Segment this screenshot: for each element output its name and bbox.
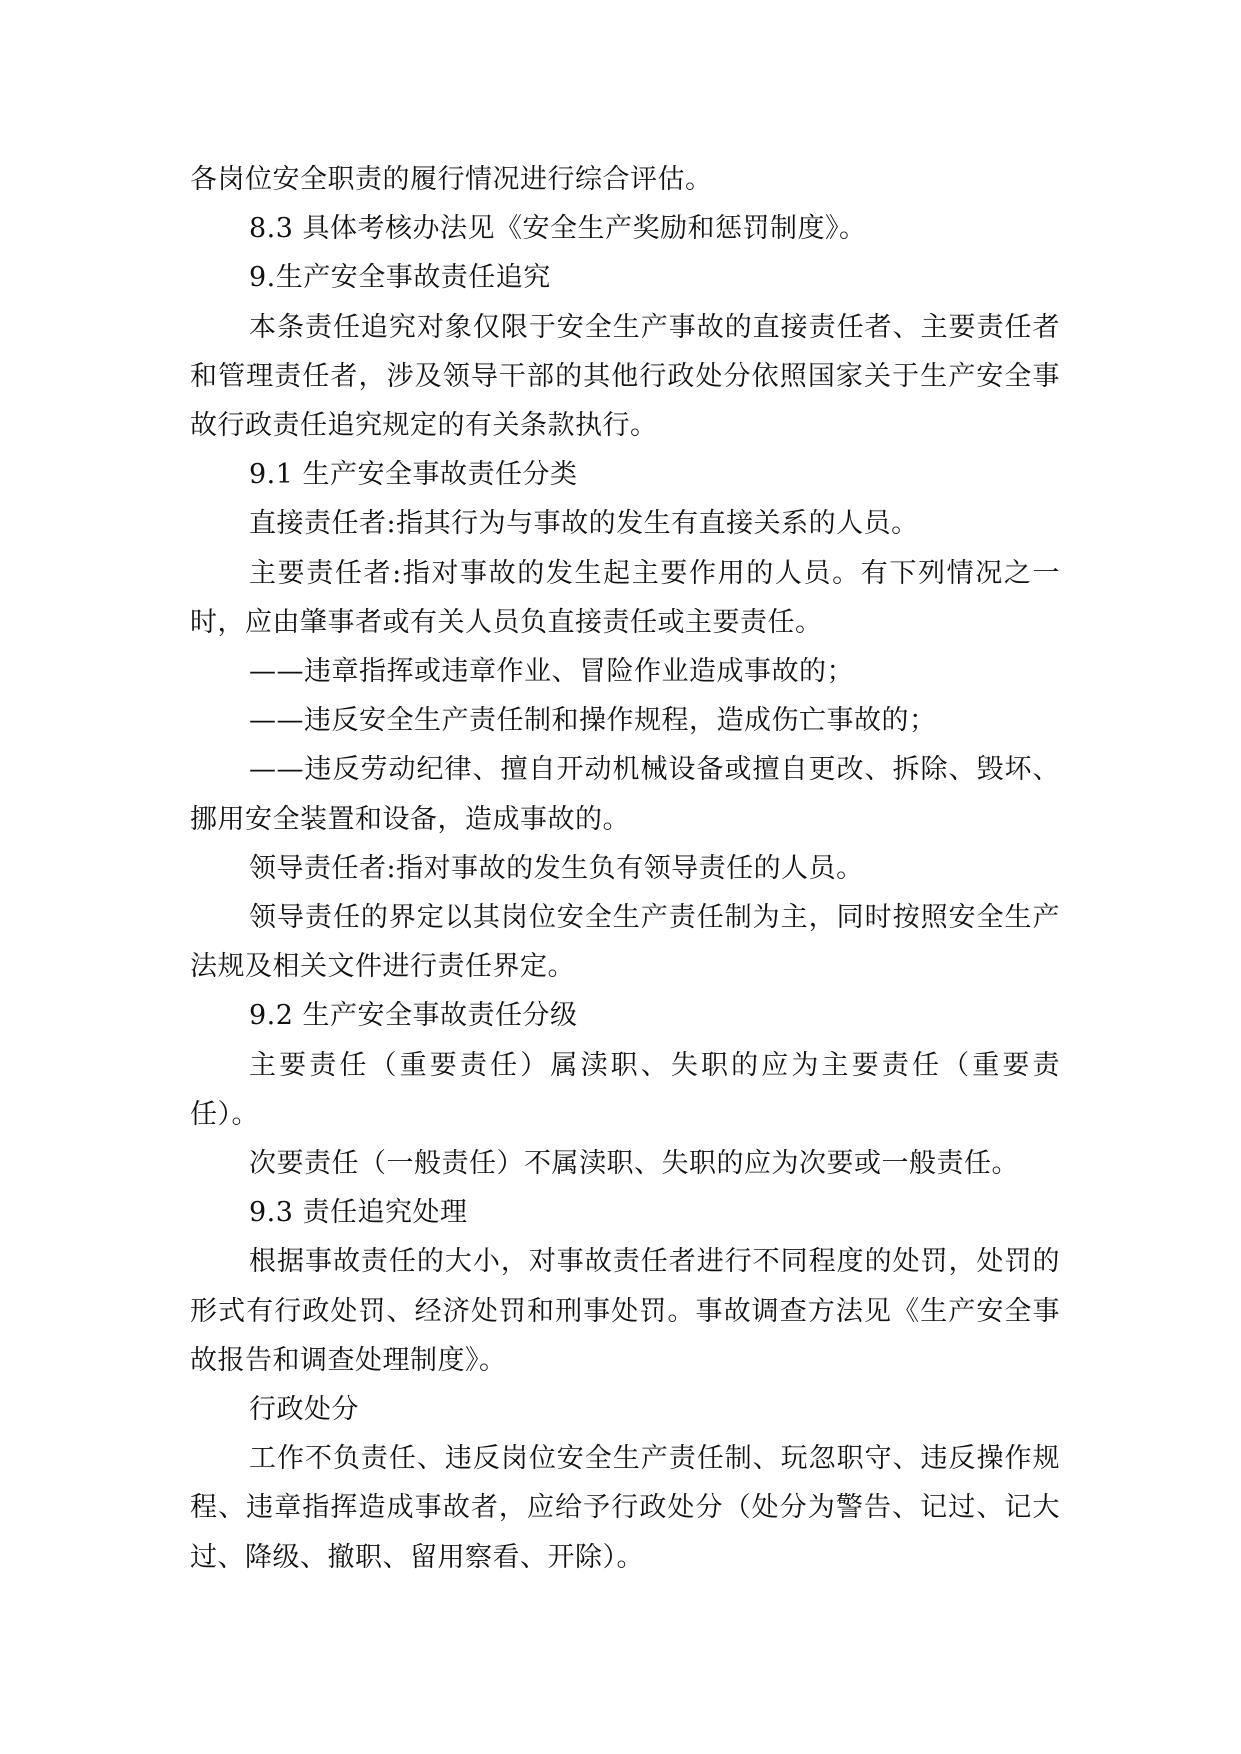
subsection-heading: 9.1 生产安全事故责任分类 — [249, 459, 578, 491]
paragraph: 行政处分 — [249, 1394, 359, 1426]
list-item: ——违反安全生产责任制和操作规程，造成伤亡事故的； — [249, 705, 937, 737]
paragraph: 主要责任者:指对事故的发生起主要作用的人员。有下列情况之一时，应由肇事者或有关人员负直接责任或主要责任。 — [190, 557, 1060, 638]
list-item: ——违章指挥或违章作业、冒险作业造成事故的； — [249, 656, 854, 688]
paragraph: 领导责任者:指对事故的发生负有领导责任的人员。 — [249, 852, 864, 884]
paragraph: 领导责任的界定以其岗位安全生产责任制为主，同时按照安全生产法规及相关文件进行责任界定。 — [190, 902, 1060, 983]
paragraph: 各岗位安全职责的履行情况进行综合评估。 — [190, 164, 713, 195]
paragraph: 次要责任（一般责任）不属渎职、失职的应为次要或一般责任。 — [249, 1148, 1019, 1180]
list-item: ——违反劳动纪律、擅自开动机械设备或擅自更改、拆除、毁坏、挪用安全装置和设备，造成事故的。 — [190, 754, 1060, 835]
paragraph: 工作不负责任、违反岗位安全生产责任制、玩忽职守、违反操作规程、违章指挥造成事故者，应给予行政处分（处分为警告、记过、记大过、降级、撤职、留用察看、开除）。 — [190, 1443, 1060, 1573]
document-body — [190, 155, 1060, 1582]
paragraph: 主要责任（重要责任）属渎职、失职的应为主要责任（重要责任）。 — [190, 1049, 1060, 1130]
subsection-heading: 9.3 责任追究处理 — [249, 1197, 468, 1229]
paragraph: 8.3 具体考核办法见《安全生产奖励和惩罚制度》。 — [249, 213, 867, 245]
paragraph: 本条责任追究对象仅限于安全生产事故的直接责任者、主要责任者和管理责任者，涉及领导干部的其他行政处分依照国家关于生产安全事故行政责任追究规定的有关条款执行。 — [190, 311, 1060, 442]
section-heading: 9.生产安全事故责任追究 — [249, 262, 551, 294]
paragraph: 根据事故责任的大小，对事故责任者进行不同程度的处罚，处罚的形式有行政处罚、经济处罚和刑事处罚。事故调查方法见《生产安全事故报告和调查处理制度》。 — [190, 1246, 1060, 1376]
subsection-heading: 9.2 生产安全事故责任分级 — [249, 1000, 578, 1032]
paragraph: 直接责任者:指其行为与事故的发生有直接关系的人员。 — [249, 508, 919, 540]
